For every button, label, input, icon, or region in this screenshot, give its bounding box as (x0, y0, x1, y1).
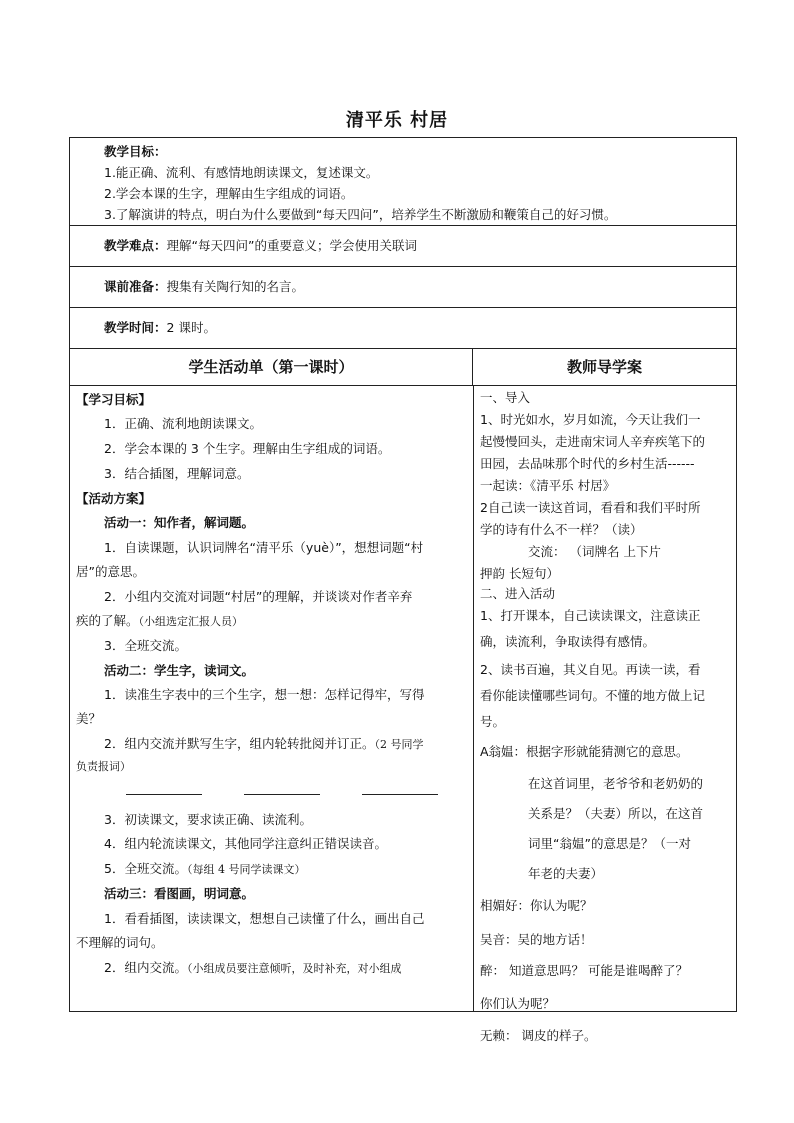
teacher-line: 2、读书百遍，其义自见。再读一读，看 (480, 662, 701, 677)
time-text: 2 课时。 (166, 320, 216, 335)
difficulty-label: 教学难点： (104, 238, 167, 253)
page-title: 清平乐 村居 (345, 110, 449, 131)
teacher-line: 田园，去品味那个时代的乡村生活------ (480, 456, 695, 471)
teacher-line: 看你能读懂哪些词句。不懂的地方做上记 (480, 688, 706, 703)
teacher-line: 二、进入活动 (480, 586, 556, 601)
student-line: 3．结合插图，理解词意。 (104, 466, 250, 481)
teacher-line: A翁媪：根据字形就能猜测它的意思。 (480, 744, 689, 759)
student-line: 不理解的词句。 (76, 935, 164, 950)
teacher-line: 押韵 长短句） (480, 566, 559, 581)
teacher-line: 确，读流利，争取读得有感情。 (480, 634, 656, 649)
student-line: 1．自读课题，认识词牌名“清平乐（yuè）”，想想词题“村 (104, 540, 424, 555)
teacher-line: 1、时光如水，岁月如流，今天让我们一 (480, 412, 701, 427)
blank-line (244, 786, 320, 795)
heading-activity-plan: 【活动方案】 (76, 491, 152, 506)
student-text: 疾的了解。 (76, 613, 139, 628)
teacher-column-header: 教师导学案 (473, 349, 736, 386)
difficulty-text: 理解“每天四问”的重要意义；学会使用关联词 (166, 238, 417, 253)
student-line: 2．小组内交流对词题“村居”的理解，并谈谈对作者辛弃 (104, 589, 413, 604)
student-line (76, 958, 401, 976)
student-line: 4．组内轮流读课文，其他同学注意纠正错误读音。 (104, 836, 387, 851)
column-divider (473, 386, 474, 1011)
teacher-line: 相媚好：你认为呢？ (480, 898, 593, 913)
activity-title: 活动三：看图画，明词意。 (104, 886, 255, 901)
blank-line (362, 786, 438, 795)
activity-title: 活动二：学生字，读词文。 (104, 663, 255, 678)
teacher-line: 1、打开课本，自己读读课文，注意读正 (480, 608, 701, 623)
teacher-line: 2自己读一读这首词，看看和我们平时所 (480, 500, 701, 515)
goal-item: 1.能正确、流利、有感情地朗读课文，复述课文。 (104, 165, 379, 180)
difficulty-section (70, 226, 736, 267)
student-line: 3．全班交流。 (104, 638, 187, 653)
student-line: 2．学会本课的 3 个生字。理解由生字组成的词语。 (104, 441, 391, 456)
teacher-line: 关系是？（夫妻）所以，在这首 (528, 806, 704, 821)
goal-item: 2.学会本课的生字，理解由生字组成的词语。 (104, 186, 354, 201)
time-label: 教学时间： (104, 320, 167, 335)
prep-section (70, 267, 736, 308)
teacher-line: 词里“翁媪”的意思是？（一对 (528, 836, 691, 851)
student-text: 5．全班交流。 (104, 861, 187, 876)
handwritten-note: （2 号同学 (374, 738, 424, 751)
teacher-line: 一起读：《清平乐 村居》 (480, 478, 616, 493)
student-line: 居”的意思。 (76, 564, 145, 579)
student-line: 1．正确、流利地朗读课文。 (104, 416, 262, 431)
teacher-line: 起慢慢回头，走进南宋词人辛弃疾笔下的 (480, 434, 706, 449)
student-column-header: 学生活动单（第一课时） (70, 349, 473, 386)
student-line (76, 611, 243, 629)
student-text: 2．组内交流并默写生字，组内轮转批阅并订正。 (104, 736, 375, 751)
teacher-line: 学的诗有什么不一样？（读） (480, 522, 643, 537)
student-line: 3．初读课文，要求读正确、读流利。 (104, 812, 312, 827)
heading-learning-goals: 【学习目标】 (76, 392, 152, 407)
prep-text: 搜集有关陶行知的名言。 (166, 279, 305, 294)
student-line: 1．看看插图，读读课文，想想自己读懂了什么，画出自己 (104, 911, 425, 926)
teacher-line: 吴音：吴的地方话！ (480, 932, 593, 947)
teacher-line: 无赖： 调皮的样子。 (480, 1028, 597, 1043)
lesson-plan-table (69, 137, 737, 1043)
teacher-line: 在这首词里，老爷爷和老奶奶的 (528, 776, 704, 791)
handwritten-note: （小组成员要注意倾听，及时补充，对小组成 (186, 962, 402, 975)
teacher-line: 你们认为呢？ (480, 996, 556, 1011)
handwritten-note: （每组 4 号同学读课文） (186, 863, 306, 876)
blank-line (126, 786, 202, 795)
goals-label: 教学目标： (104, 144, 167, 159)
student-line (76, 734, 423, 752)
teacher-line: 醉： 知道意思吗？ 可能是谁喝醉了？ (480, 963, 688, 978)
prep-label: 课前准备： (104, 279, 167, 294)
teacher-line: 交流： （词牌名 上下片 (528, 544, 661, 559)
teacher-line: 一、导入 (480, 390, 531, 405)
student-text: 2．组内交流。 (104, 960, 187, 975)
student-line: 1．读准生字表中的三个生字，想一想：怎样记得牢，写得 (104, 687, 425, 702)
student-line (76, 859, 305, 877)
time-section (70, 308, 736, 349)
handwritten-note: 负责报词） (76, 760, 131, 773)
goal-item: 3.了解演讲的特点，明白为什么要做到“每天四问”，培养学生不断激励和鞭策自己的好习惯。 (104, 207, 617, 222)
goals-section (70, 138, 736, 226)
teacher-line: 号。 (480, 714, 506, 729)
activity-title: 活动一：知作者，解词题。 (104, 515, 255, 530)
teacher-line: 年老的夫妻） (528, 866, 604, 881)
handwritten-note: （小组选定汇报人员） (138, 615, 244, 628)
student-line: 美？ (76, 711, 102, 726)
fill-in-blanks (126, 783, 480, 798)
